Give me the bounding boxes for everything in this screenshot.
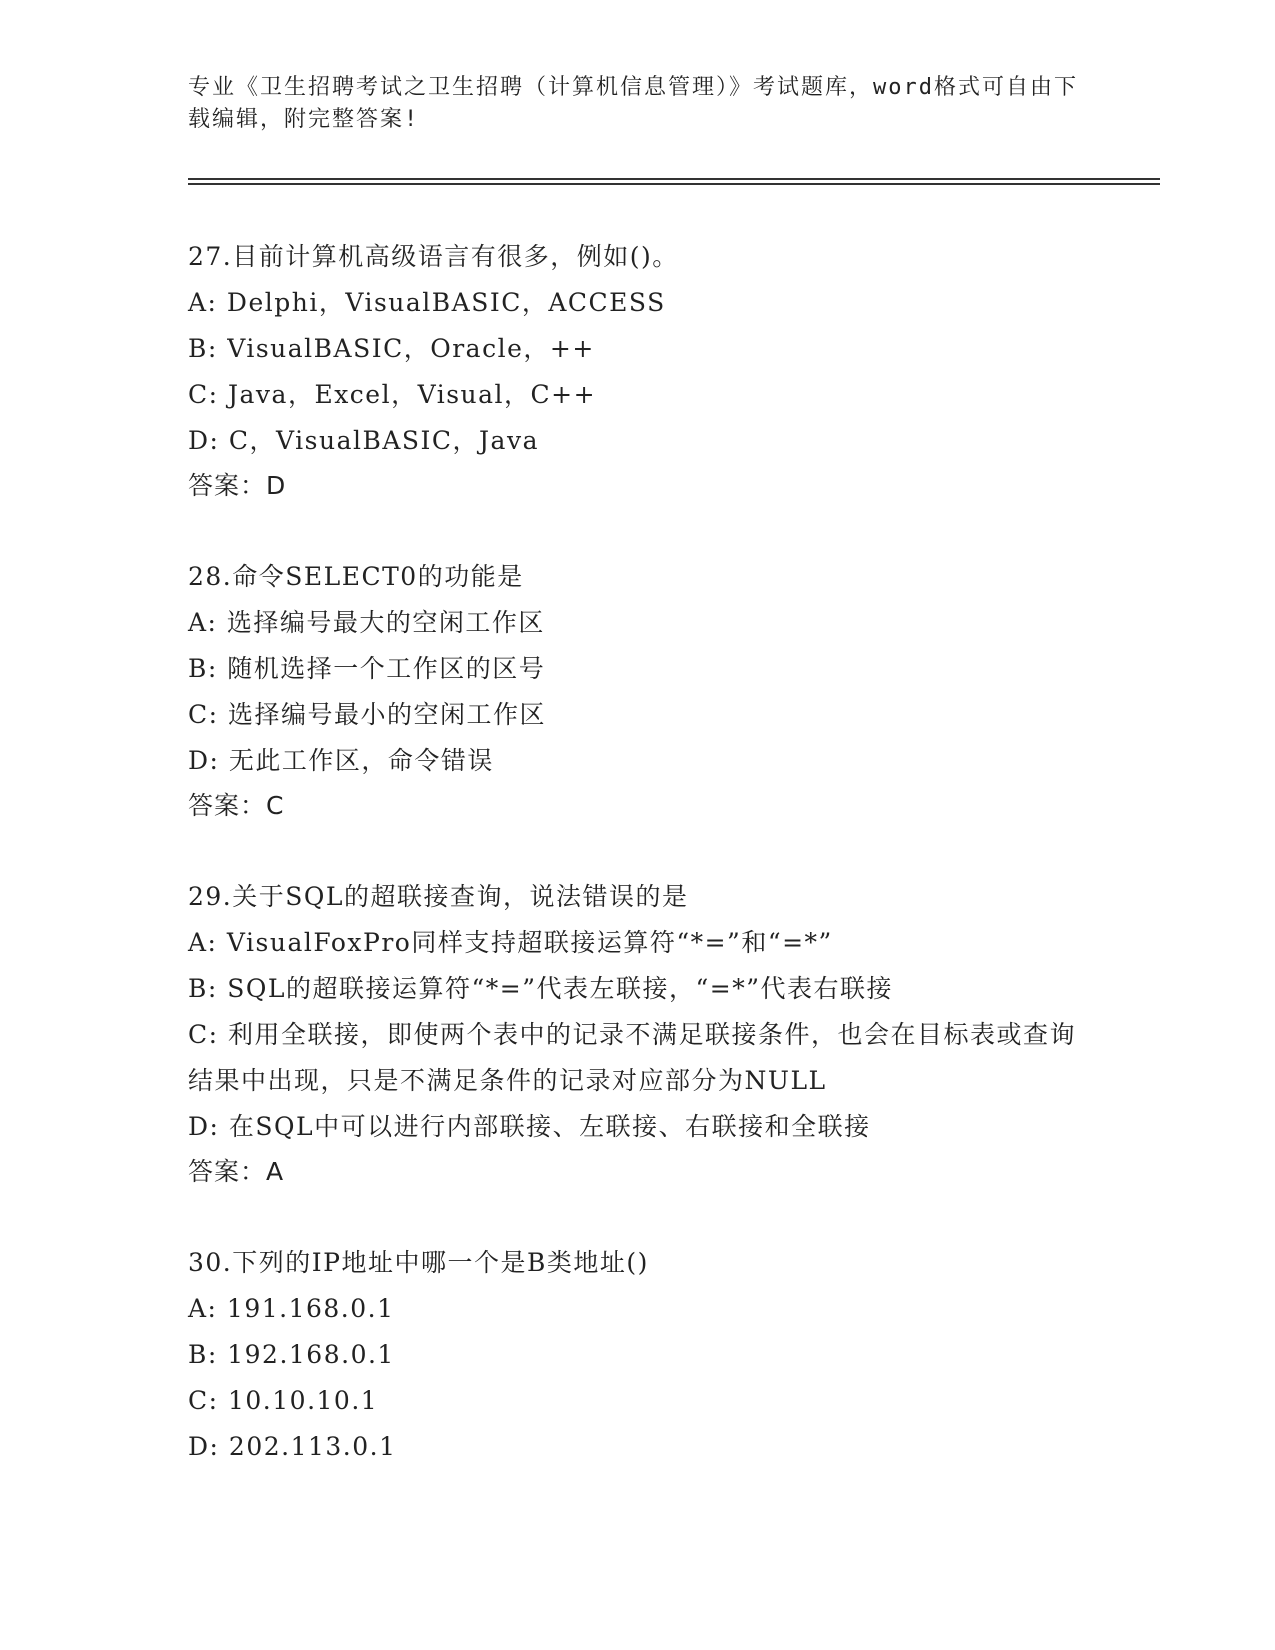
answer-label: 答案：A bbox=[188, 1157, 285, 1186]
answer-label: 答案：D bbox=[188, 471, 287, 500]
answer-label: 答案：C bbox=[188, 791, 285, 820]
option-a: A: VisualFoxPro同样支持超联接运算符“*=”和“=*” bbox=[188, 928, 833, 957]
option-a: A: 191.168.0.1 bbox=[188, 1294, 395, 1323]
option-d: D: 202.113.0.1 bbox=[188, 1432, 397, 1461]
option-a: A: 选择编号最大的空闲工作区 bbox=[188, 608, 545, 637]
question-stem: 28.命令SELECT0的功能是 bbox=[188, 562, 524, 591]
option-c: C: 选择编号最小的空闲工作区 bbox=[188, 700, 546, 729]
option-b: B: 192.168.0.1 bbox=[188, 1340, 395, 1369]
question-stem: 30.下列的IP地址中哪一个是B类地址() bbox=[188, 1248, 649, 1277]
question-30 bbox=[188, 1240, 1088, 1470]
option-d: D: 在SQL中可以进行内部联接、左联接、右联接和全联接 bbox=[188, 1112, 871, 1141]
header-divider-bottom bbox=[188, 183, 1160, 185]
question-stem: 29.关于SQL的超联接查询，说法错误的是 bbox=[188, 882, 689, 911]
option-c: C: Java，Excel，Visual，C++ bbox=[188, 380, 597, 409]
question-stem: 27.目前计算机高级语言有很多，例如()。 bbox=[188, 242, 679, 271]
option-d: D: 无此工作区，命令错误 bbox=[188, 746, 494, 775]
option-b: B: SQL的超联接运算符“*=”代表左联接，“=*”代表右联接 bbox=[188, 974, 893, 1003]
option-b: B: VisualBASIC，Oracle，++ bbox=[188, 334, 595, 363]
header-divider-top bbox=[188, 178, 1160, 180]
option-d: D: C，VisualBASIC，Java bbox=[188, 426, 539, 455]
option-b: B: 随机选择一个工作区的区号 bbox=[188, 654, 546, 683]
option-a: A: Delphi，VisualBASIC，ACCESS bbox=[188, 288, 666, 317]
option-c: C: 利用全联接，即使两个表中的记录不满足联接条件，也会在目标表或查询结果中出现，只是不满足条件的记录对应部分为NULL bbox=[188, 1020, 1077, 1095]
question-29 bbox=[188, 874, 1088, 1194]
question-27 bbox=[188, 234, 1088, 508]
question-28 bbox=[188, 554, 1088, 828]
option-c: C: 10.10.10.1 bbox=[188, 1386, 379, 1415]
document-header: 专业《卫生招聘考试之卫生招聘（计算机信息管理）》考试题库，word格式可自由下载编辑，附完整答案! bbox=[188, 75, 1078, 132]
